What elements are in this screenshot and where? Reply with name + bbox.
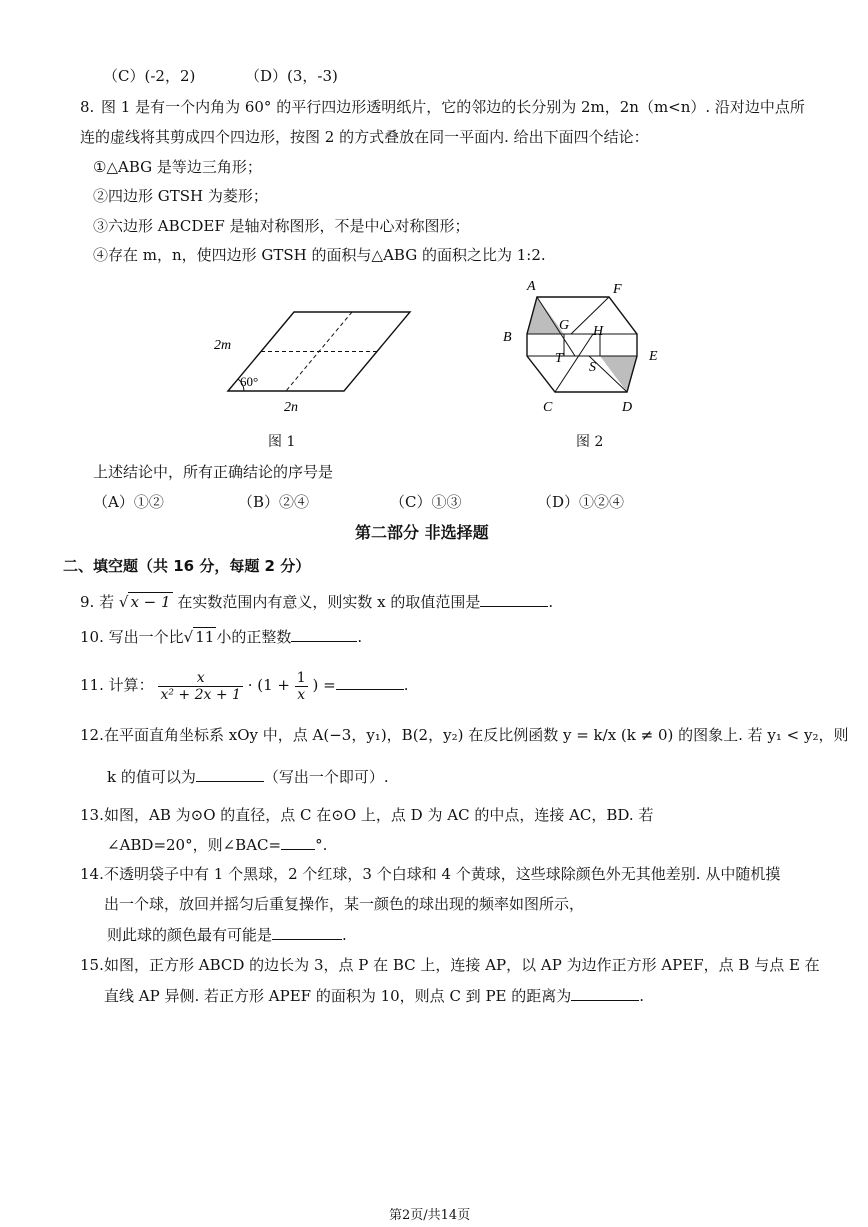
q8-ask: 上述结论中，所有正确结论的序号是 [93, 463, 334, 481]
q12-answer-blank [196, 766, 264, 782]
q12-line1: 在平面直角坐标系 xOy 中，点 A(−3，y₁)，B(2，y₂) 在反比例函数 y = k/x (k ≠ 0) 的图象上. 若 y₁ < y₂，则 [104, 726, 849, 744]
q13-number: 13. [80, 806, 104, 824]
q10-number: 10. [80, 628, 104, 646]
q15-line1: 如图，正方形 ABCD 的边长为 3，点 P 在 BC 上，连接 AP，以 AP 为边作正方形 APEF，点 B 与点 E 在 [104, 956, 820, 974]
q8-text-line1: 图 1 是有一个内角为 60° 的平行四边形透明纸片，它的邻边的长分别为 2m，2n（m<n）. 沿对边中点所 [101, 98, 805, 116]
q11-paren-left: (1 + [257, 676, 290, 694]
fig2-label-H: H [593, 324, 604, 339]
q9-post: 在实数范围内有意义，则实数 x 的取值范围是 [177, 593, 481, 611]
q14-line2: 出一个球，放回并摇匀后重复操作，某一颜色的球出现的频率如图所示， [104, 895, 585, 913]
q11-f2-numerator: 1 [296, 669, 306, 686]
q8-option-b: （B）②④ [238, 493, 310, 511]
section-2-heading: 二、填空题（共 16 分，每题 2 分） [63, 557, 311, 575]
fig2-label-F: F [613, 282, 622, 297]
fig1-caption: 图 1 [268, 434, 296, 450]
q12-line2-pre: k 的值可以为 [107, 768, 196, 786]
q11 [80, 663, 408, 707]
figure-1-parallelogram [200, 295, 430, 425]
q13-line2-pre: ∠ABD=20°，则∠BAC= [107, 836, 282, 854]
q10-post: 小的正整数 [216, 628, 292, 646]
fig2-label-G: G [559, 318, 570, 333]
q11-paren-right: ) = [312, 676, 336, 694]
fig2-label-C: C [543, 400, 553, 415]
q10-answer-blank [291, 626, 357, 642]
q8-option-c: （C）①③ [390, 493, 462, 511]
q15-answer-blank [571, 985, 639, 1001]
q8-conclusion-2: ②四边形 GTSH 为菱形； [93, 187, 268, 205]
fig2-label-T: T [555, 351, 563, 366]
page-footer: 第2页/共14页 [389, 1208, 471, 1223]
q11-fraction-2 [295, 670, 308, 703]
q7-option-d: （D）(3，-3) [245, 67, 338, 85]
q7-option-c: （C）(-2，2) [103, 67, 196, 85]
q14-line3-pre: 则此球的颜色最有可能是 [107, 926, 273, 944]
fig1-side-label: 2m [214, 338, 232, 353]
q9-radicand: x − 1 [130, 593, 171, 611]
fig2-label-S: S [589, 360, 596, 375]
q14-line1: 不透明袋子中有 1 个黑球，2 个红球，3 个白球和 4 个黄球，这些球除颜色外无其他差别. 从中随机摸 [104, 865, 781, 883]
q8-option-a: （A）①② [93, 493, 164, 511]
fig1-base-label: 2n [284, 400, 298, 415]
q11-number: 11. [80, 676, 104, 694]
q14-line3-post: . [342, 926, 347, 944]
fig2-label-B: B [503, 330, 512, 345]
q8-option-d: （D）①②④ [537, 493, 625, 511]
q8-conclusion-3: ③六边形 ABCDEF 是轴对称图形，不是中心对称图形； [93, 217, 470, 235]
q11-f2-denominator: x [297, 686, 306, 703]
q14-answer-blank [272, 924, 342, 940]
fig1-angle-label: 60° [240, 374, 259, 389]
q15-line2 [104, 985, 644, 1006]
q10-sqrt-sign: √ [183, 628, 194, 646]
q11-fraction-1 [158, 670, 242, 703]
q14-line3 [107, 924, 347, 945]
figure-2-hexagon [495, 275, 675, 420]
q8-conclusion-1: ①△ABG 是等边三角形； [93, 158, 262, 176]
q13-line2-post: °. [315, 836, 328, 854]
q9-end: . [548, 593, 554, 611]
fig2-caption: 图 2 [576, 434, 604, 450]
fig2-label-E: E [649, 349, 658, 364]
q11-dot: · [247, 676, 253, 694]
q13-line2 [107, 834, 327, 855]
q11-answer-blank [336, 674, 404, 690]
q15-line2-post: . [639, 987, 645, 1005]
q13-line1: 如图，AB 为⊙O 的直径，点 C 在⊙O 上，点 D 为 AC 的中点，连接 AC，BD. 若 [104, 806, 654, 824]
q13-answer-blank [281, 834, 315, 850]
fig2-label-D: D [622, 400, 633, 415]
q11-end: . [403, 676, 409, 694]
q15-number: 15. [80, 956, 104, 974]
q12-line2-post: （写出一个即可）. [263, 768, 389, 786]
q11-f1-numerator: x [158, 670, 242, 687]
q12-line2 [107, 766, 389, 787]
q10-pre: 写出一个比 [108, 628, 184, 646]
q9-pre: 若 [99, 593, 115, 611]
q8-conclusion-4: ④存在 m，n，使四边形 GTSH 的面积与△ABG 的面积之比为 1:2. [93, 246, 546, 264]
q15-line2-pre: 直线 AP 异侧. 若正方形 APEF 的面积为 10，则点 C 到 PE 的距离为 [104, 987, 572, 1005]
q8-number: 8. [80, 98, 95, 116]
q10-end: . [357, 628, 363, 646]
q9-sqrt-sign: √ [118, 593, 129, 611]
q10 [80, 626, 362, 647]
q10-radicand: 11 [195, 628, 215, 646]
q9-answer-blank [480, 591, 548, 607]
q9 [80, 591, 553, 612]
q11-pre: 计算： [108, 676, 154, 694]
q12-number: 12. [80, 726, 104, 744]
q9-number: 9. [80, 593, 95, 611]
fig2-label-A: A [527, 279, 536, 294]
q11-f1-denominator: x² + 2x + 1 [160, 686, 241, 703]
part-2-title: 第二部分 非选择题 [355, 523, 489, 542]
q8-text-line2: 连的虚线将其剪成四个四边形，按图 2 的方式叠放在同一平面内. 给出下面四个结论： [80, 128, 649, 146]
q14-number: 14. [80, 865, 104, 883]
